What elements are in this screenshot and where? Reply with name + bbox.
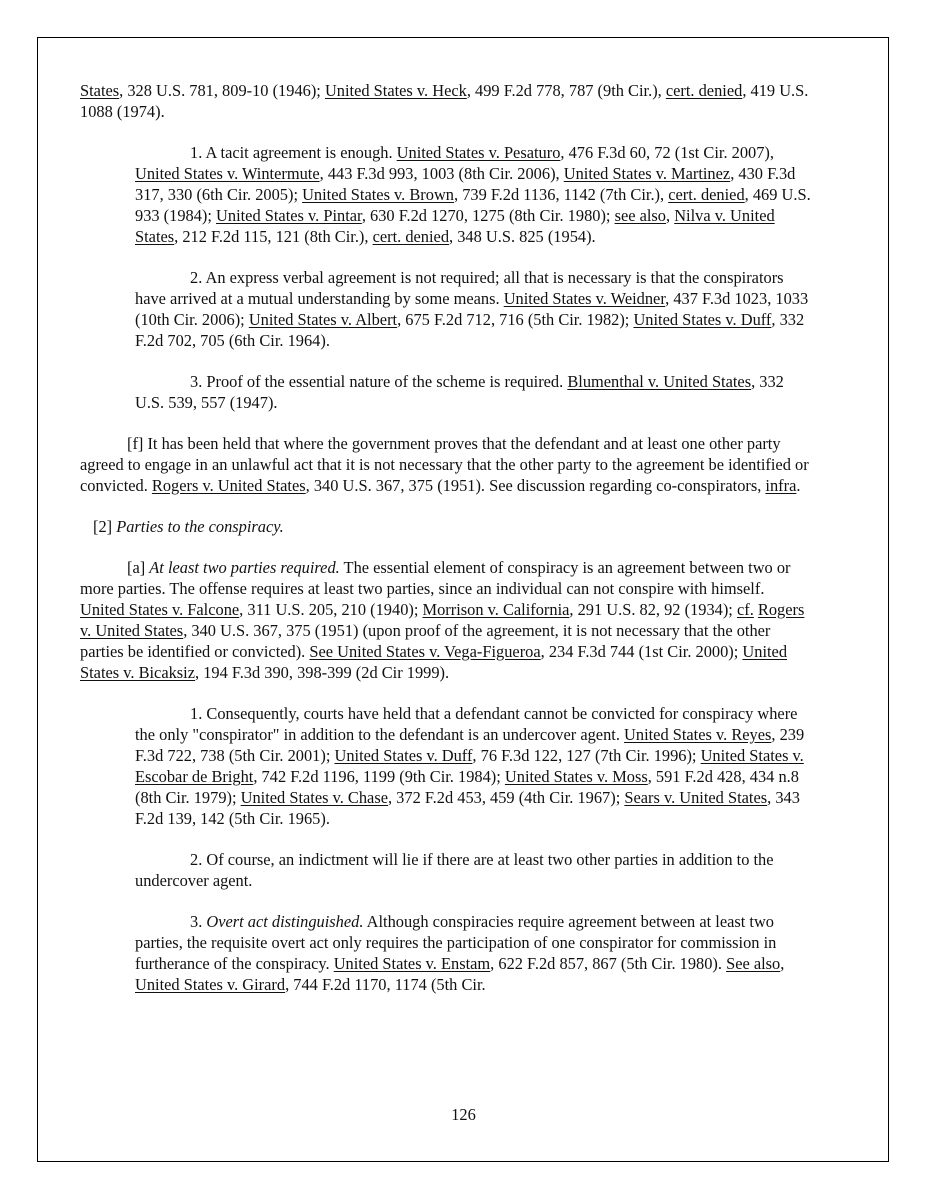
paragraph-tacit-agreement [135,142,812,247]
body-text: 3. Proof of the essential nature of the scheme is required. [190,372,568,391]
case-citation: cf. [736,600,754,619]
body-text: , 437 F.3d 1023, 1033 (10th Cir. 2006); [135,289,809,329]
body-text: , 332 F.2d 702, 705 (6th Cir. 1964). [135,310,805,350]
case-citation: United States v. Moss [504,767,648,786]
case-citation: Rogers v. United States [80,600,805,640]
body-text: [2] [93,517,117,536]
case-citation: cert. denied [665,81,743,100]
body-text: 3. [190,912,207,931]
body-text: , 499 F.2d 778, 787 (9th Cir.), [466,81,666,100]
case-citation: cert. denied [668,185,745,204]
body-text: 2. An express verbal agreement is not required; all that is necessary is that the conspirators have arrived at a mutual understanding by some means. [135,268,784,308]
body-text: , 372 F.2d 453, 459 (4th Cir. 1967); [387,788,625,807]
body-text: , 340 U.S. 367, 375 (1951). See discussion regarding co-conspirators, [305,476,766,495]
body-text: The essential element of conspiracy is an agreement between two or more parties. The offense requires at least two parties, since an individual can not conspire with himself. [80,558,791,598]
case-citation: United States v. Pintar [216,206,362,225]
body-text: [a] [127,558,150,577]
case-citation: United States v. Girard [135,975,286,994]
case-citation: infra [765,476,797,495]
case-citation: United States v. Enstam [333,954,491,973]
body-text: , 744 F.2d 1170, 1174 (5th Cir. [285,975,486,994]
body-text: . [796,476,801,495]
body-text: , 328 U.S. 781, 809-10 (1946); [119,81,325,100]
page-number: 126 [451,1105,476,1124]
case-citation: United States v. Falcone [80,600,240,619]
case-citation: cert. denied [372,227,450,246]
body-text: , 430 F.3d 317, 330 (6th Cir. 2005); [135,164,796,204]
body-text: , 630 F.2d 1270, 1275 (8th Cir. 1980); [361,206,615,225]
case-citation: See United States v. Vega-Figueroa [309,642,541,661]
case-citation: Sears v. United States [624,788,768,807]
case-citation: United States v. Escobar de Bright [135,746,804,786]
body-text: , [666,206,675,225]
body-text: , 469 U.S. 933 (1984); [135,185,811,225]
body-text: , 239 F.3d 722, 738 (5th Cir. 2001); [135,725,805,765]
paragraph-undercover-agent [135,703,812,829]
body-text: , 291 U.S. 82, 92 (1934); [569,600,737,619]
body-text: 2. Of course, an indictment will lie if there are at least two other parties in addition to the undercover agent. [135,850,774,890]
body-text: , 212 F.2d 115, 121 (8th Cir.), [174,227,373,246]
case-citation: Rogers v. United States [151,476,306,495]
paragraph-indictment [135,849,812,891]
body-text: , 675 F.2d 712, 716 (5th Cir. 1982); [397,310,634,329]
case-citation: Nilva v. United States [135,206,775,246]
paragraph-overt-act [135,911,812,995]
body-text: , 76 F.3d 122, 127 (7th Cir. 1996); [472,746,701,765]
body-text: , 443 F.3d 993, 1003 (8th Cir. 2006), [319,164,564,183]
case-citation: Morrison v. California [422,600,570,619]
case-citation: United States v. Albert [248,310,398,329]
paragraph-express-agreement [135,267,812,351]
case-citation: United States v. Brown [302,185,454,204]
body-text: , 340 U.S. 367, 375 (1951) (upon proof of the agreement, it is not necessary that the other parties be identified or convicted). [80,621,771,661]
case-citation: United States v. Martinez [563,164,731,183]
body-text: , 234 F.3d 744 (1st Cir. 2000); [540,642,743,661]
body-text: , 332 U.S. 539, 557 (1947). [135,372,784,412]
body-text: , 742 F.2d 1196, 1199 (9th Cir. 1984); [253,767,505,786]
body-text: , 311 U.S. 205, 210 (1940); [239,600,423,619]
case-citation: United States v. Duff [334,746,473,765]
paragraph-a-two-parties [80,557,812,683]
body-text: , 343 F.2d 139, 142 (5th Cir. 1965). [135,788,800,828]
body-text: , 194 F.3d 390, 398-399 (2d Cir 1999). [195,663,450,682]
italic-heading-text: Overt act distinguished. [206,912,364,931]
body-text: , 476 F.3d 60, 72 (1st Cir. 2007), [560,143,774,162]
body-text: 1. A tacit agreement is enough. [190,143,397,162]
case-citation: see also [614,206,667,225]
body-text: , 739 F.2d 1136, 1142 (7th Cir.), [454,185,669,204]
case-citation: United States v. Pesaturo [396,143,561,162]
body-text: , [780,954,785,973]
body-text: , 591 F.2d 428, 434 n.8 (8th Cir. 1979); [135,767,799,807]
body-text: [f] It has been held that where the government proves that the defendant and at least one other party agreed to engage in an unlawful act that it is not necessary that the other party to the agreement be identified or convicted. [80,434,809,495]
case-citation: United States v. Reyes [624,725,772,744]
section-heading-parties [93,516,812,537]
paragraph-continuation [80,80,812,122]
document-body [80,80,812,1015]
case-citation: United States v. Heck [324,81,467,100]
body-text: Although conspiracies require agreement between at least two parties, the requisite overt act only requires the participation of one conspirator for commission in furtherance of the conspiracy. [135,912,777,973]
italic-heading-text: At least two parties required. [149,558,340,577]
body-text: , 622 F.2d 857, 867 (5th Cir. 1980). [490,954,727,973]
case-citation: United States v. Wintermute [135,164,320,183]
case-citation: States [80,81,120,100]
case-citation: United States v. Weidner [503,289,666,308]
paragraph-proof-of-scheme [135,371,812,413]
body-text: , 419 U.S. 1088 (1974). [80,81,809,121]
case-citation: United States v. Chase [240,788,388,807]
body-text: , 348 U.S. 825 (1954). [449,227,596,246]
italic-heading-text: Parties to the conspiracy. [116,517,284,536]
case-citation: United States v. Bicaksiz [80,642,788,682]
paragraph-f [80,433,812,496]
case-citation: Blumenthal v. United States [567,372,752,391]
case-citation: United States v. Duff [633,310,772,329]
body-text: 1. Consequently, courts have held that a defendant cannot be convicted for conspiracy where the only "conspirator" in addition to the defendant is an undercover agent. [135,704,798,744]
case-citation: See also [726,954,781,973]
